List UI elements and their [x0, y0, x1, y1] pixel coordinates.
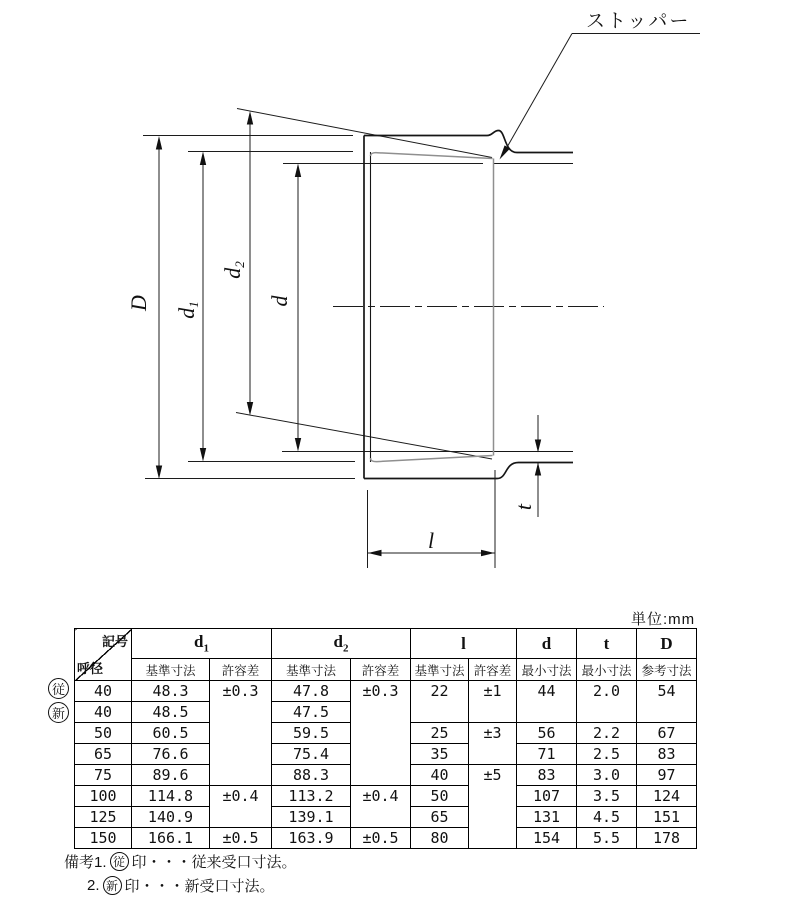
table-cell: 83 [637, 744, 697, 765]
col-header-D: D [637, 629, 697, 659]
row-mark-conventional: 従 [48, 678, 69, 699]
table-cell: 97 [637, 765, 697, 786]
remark-line-1 [64, 849, 297, 873]
remark-line-2 [64, 873, 297, 897]
table-cell: ±0.4 [351, 786, 411, 828]
dim-label-d2: d2 [220, 261, 247, 279]
table-cell: ±1 [469, 681, 517, 723]
col-header-d: d [517, 629, 577, 659]
table-cell: ±5 [469, 765, 517, 849]
subheader-d-min: 最小寸法 [517, 659, 577, 681]
remark-text: 印・・・従来受口寸法。 [131, 853, 297, 871]
table-cell: ±3 [469, 723, 517, 765]
table-cell: 3.0 [577, 765, 637, 786]
col-header-d1: $d_1$ [132, 629, 272, 659]
table-cell: 47.8 [272, 681, 351, 702]
table-cell: 67 [637, 723, 697, 744]
table-cell: 65 [411, 807, 469, 828]
col-header-d2: $d_2$ [272, 629, 411, 659]
table-cell: 48.5 [132, 702, 210, 723]
table-cell: 83 [517, 765, 577, 786]
table-cell: ±0.3 [351, 681, 411, 786]
dimension-d1 [174, 152, 355, 462]
table-cell: 139.1 [272, 807, 351, 828]
socket-outline [364, 131, 573, 479]
socket-inner-surfaces [371, 153, 494, 462]
table-cell: 178 [637, 828, 697, 849]
subheader-d2-tol: 許容差 [351, 659, 411, 681]
unit-label: 単位:mm [631, 611, 696, 628]
table-cell: 76.6 [132, 744, 210, 765]
table-cell: ±0.4 [210, 786, 272, 828]
dimension-l [368, 470, 496, 568]
table-cell: 59.5 [272, 723, 351, 744]
subheader-t-min: 最小寸法 [577, 659, 637, 681]
col-header-t: t [577, 629, 637, 659]
table-cell: 89.6 [132, 765, 210, 786]
circled-mark-ju: 従 [110, 852, 129, 871]
circled-mark-shin: 新 [103, 876, 122, 895]
table-cell: 131 [517, 807, 577, 828]
remark-label: 備考1. [64, 853, 107, 871]
table-cell: 3.5 [577, 786, 637, 807]
table-cell: 56 [517, 723, 577, 744]
table-cell: 166.1 [132, 828, 210, 849]
table-cell: 88.3 [272, 765, 351, 786]
dimension-d2 [220, 109, 492, 460]
table-cell: 60.5 [132, 723, 210, 744]
col-header-l: l [411, 629, 517, 659]
remarks [64, 849, 297, 897]
table-cell: 71 [517, 744, 577, 765]
subheader-d1-base: 基準寸法 [132, 659, 210, 681]
dimension-table [74, 628, 697, 849]
table-cell: 124 [637, 786, 697, 807]
table-cell: 80 [411, 828, 469, 849]
table-cell: ±0.5 [351, 828, 411, 849]
corner-header-cell [75, 629, 132, 681]
table-cell: 50 [75, 723, 132, 744]
remark-text: 印・・・新受口寸法。 [124, 877, 275, 895]
table-cell: 5.5 [577, 828, 637, 849]
table-cell: ±0.5 [210, 828, 272, 849]
table-cell: 2.5 [577, 744, 637, 765]
dim-label-d: d [267, 295, 292, 307]
table-cell: 40 [411, 765, 469, 786]
table-cell: 4.5 [577, 807, 637, 828]
table-cell: 140.9 [132, 807, 210, 828]
table-cell: 22 [411, 681, 469, 723]
table-cell: 151 [637, 807, 697, 828]
subheader-d2-base: 基準寸法 [272, 659, 351, 681]
table-cell: 54 [637, 681, 697, 723]
corner-label-kokei: 呼径 [77, 661, 104, 676]
table-cell: 163.9 [272, 828, 351, 849]
table-cell: 125 [75, 807, 132, 828]
table-cell: 35 [411, 744, 469, 765]
table-cell: 40 [75, 702, 132, 723]
table-cell: 48.3 [132, 681, 210, 702]
table-cell: 114.8 [132, 786, 210, 807]
table-cell: 47.5 [272, 702, 351, 723]
dimension-d [267, 164, 494, 452]
table-cell: 2.2 [577, 723, 637, 744]
table-cell: 154 [517, 828, 577, 849]
stopper-label: ストッパー [586, 11, 691, 32]
dim-label-d1: d1 [174, 301, 201, 319]
subheader-d1-tol: 許容差 [210, 659, 272, 681]
subheader-l-tol: 許容差 [469, 659, 517, 681]
table-cell: 75.4 [272, 744, 351, 765]
corner-label-kigo: 記号 [101, 634, 128, 649]
dimension-t [511, 415, 541, 517]
table-cell: ±0.3 [210, 681, 272, 786]
table-cell: 25 [411, 723, 469, 744]
table-cell: 107 [517, 786, 577, 807]
table-cell: 75 [75, 765, 132, 786]
dim-label-l: l [428, 528, 435, 553]
table-cell: 113.2 [272, 786, 351, 807]
table-cell: 50 [411, 786, 469, 807]
row-mark-new: 新 [48, 702, 69, 723]
dim-label-t: t [511, 503, 536, 511]
table-cell: 2.0 [577, 681, 637, 723]
subheader-l-base: 基準寸法 [411, 659, 469, 681]
table-cell: 40 [75, 681, 132, 702]
table-cell: 100 [75, 786, 132, 807]
dim-label-D: D [126, 295, 151, 311]
table-cell: 44 [517, 681, 577, 723]
subheader-D-ref: 参考寸法 [637, 659, 697, 681]
remark-label: 2. [87, 876, 100, 894]
stopper-callout [500, 11, 701, 160]
table-cell: 65 [75, 744, 132, 765]
table-cell: 150 [75, 828, 132, 849]
